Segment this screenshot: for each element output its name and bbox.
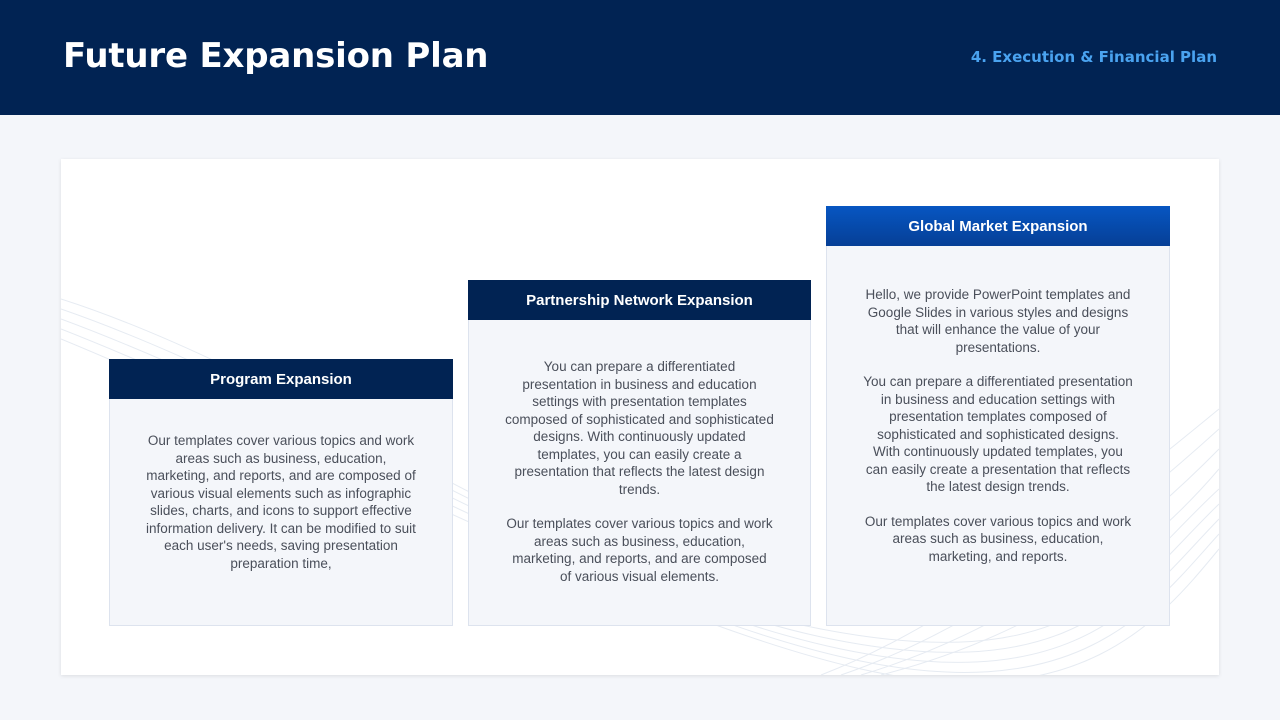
card-partnership-network-expansion — [468, 280, 811, 626]
card-paragraph: Our templates cover various topics and work areas such as business, education, marketing, and reports, and are composed of various visual elements such as infographic slides, charts, and icons to support effective information delivery. It can be modified to suit each user's needs, saving presentation preparation time, — [146, 433, 416, 571]
card-body — [505, 358, 774, 585]
card-paragraph: Our templates cover various topics and work areas such as business, education, marketing, and reports. — [864, 513, 1132, 564]
card-paragraph: You can prepare a differentiated presentation in business and education settings with presentation templates composed of sophisticated and sophisticated designs. With continuously updated templates, you can easily create a presentation that reflects the latest design trends. — [863, 374, 1133, 494]
card-paragraph: You can prepare a differentiated presentation in business and education settings with presentation templates composed of sophisticated and sophisticated designs. With continuously updated templates, you can easily create a presentation that reflects the latest design trends. — [505, 359, 774, 497]
card-paragraph: Hello, we provide PowerPoint templates and Google Slides in various styles and designs that will enhance the value of your presentations. — [865, 287, 1131, 355]
page-title: Future Expansion Plan — [63, 36, 489, 76]
card-title: Global Market Expansion — [826, 206, 1170, 246]
header-bar — [0, 0, 1280, 115]
content-panel — [61, 159, 1219, 675]
card-global-market-expansion — [826, 206, 1170, 626]
card-body — [863, 286, 1133, 565]
card-title: Partnership Network Expansion — [468, 280, 811, 320]
card-paragraph: Our templates cover various topics and work areas such as business, education, marketing, and reports, and are composed of various visual elements. — [506, 516, 773, 584]
card-program-expansion — [109, 359, 453, 626]
section-label: 4. Execution & Financial Plan — [970, 48, 1217, 66]
card-body — [146, 432, 416, 572]
card-title: Program Expansion — [109, 359, 453, 399]
